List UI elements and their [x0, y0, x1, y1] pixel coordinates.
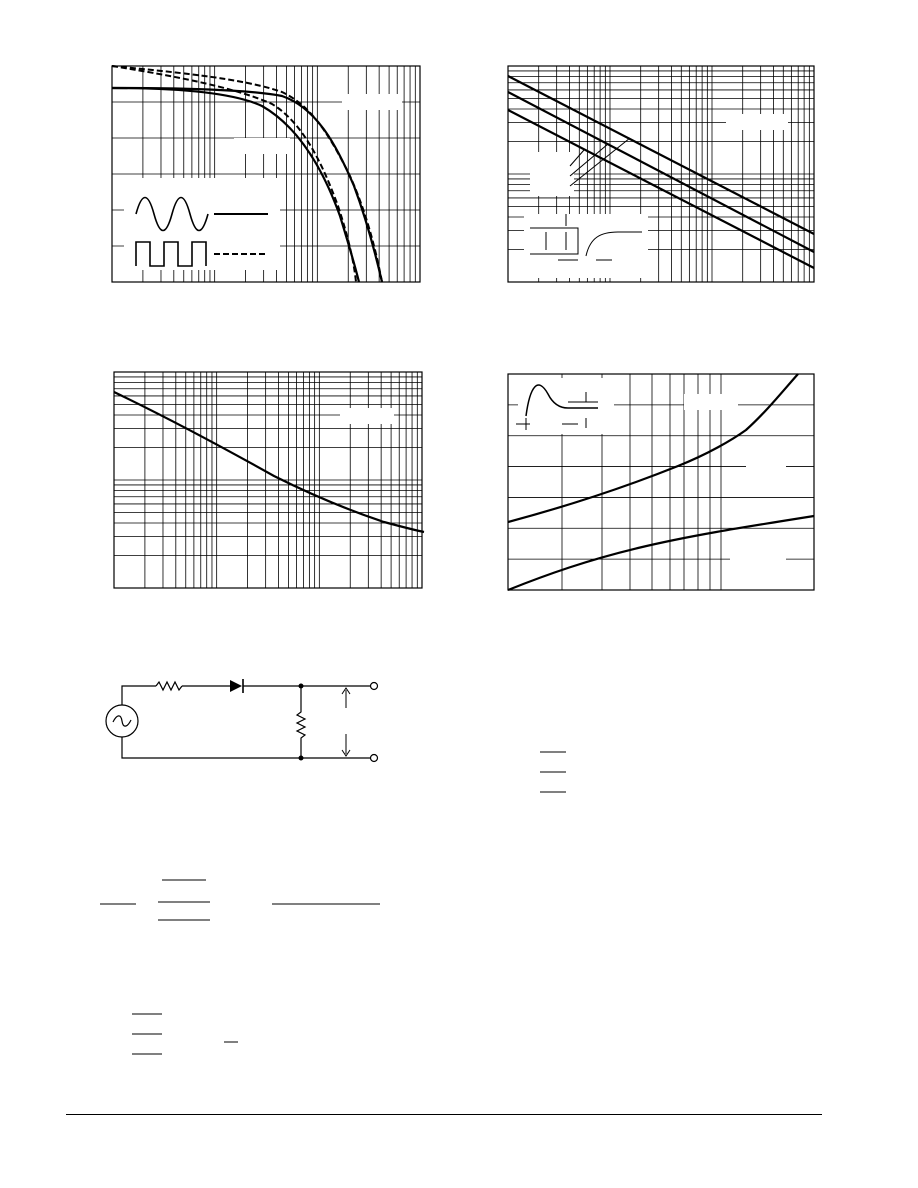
chart-4-label-box: [684, 394, 738, 410]
wire-bottom: [122, 737, 370, 758]
chart-2-label-box: [726, 114, 788, 130]
test-circuit-diagram: [100, 676, 390, 768]
chart-1: [112, 66, 422, 284]
node-bottom: [299, 756, 304, 761]
chart-3-label-box: [340, 408, 394, 424]
chart-2-inset-box: [524, 214, 648, 278]
series-resistor-icon: [156, 682, 182, 690]
wire-source-top: [122, 686, 156, 705]
voltage-arrow-up: [342, 688, 350, 708]
chart-4-inset-box: [518, 378, 614, 434]
chart-2: [508, 66, 818, 284]
chart-3-grid: [114, 372, 422, 588]
voltage-arrow-down: [342, 734, 350, 756]
chart-4-label-box-3: [730, 544, 786, 560]
equation-bars-middle: [98, 876, 388, 924]
chart-4: [508, 374, 818, 592]
footer-rule: [66, 1114, 822, 1115]
ac-source-symbol: [113, 716, 131, 726]
chart-2-label-box-2: [530, 152, 574, 196]
load-resistor-icon: [297, 686, 305, 758]
diode-icon: [230, 680, 242, 692]
chart-3: [114, 372, 424, 590]
chart-1-label-box: [342, 94, 402, 110]
chart-4-label-box-2: [746, 464, 786, 480]
equation-bars-right: [538, 748, 570, 796]
chart-1-legend-box: [124, 178, 280, 270]
equation-bars-bottom: [128, 1010, 248, 1058]
output-terminal-top: [371, 683, 378, 690]
chart-1-label-box-2: [234, 138, 290, 154]
output-terminal-bottom: [371, 755, 378, 762]
